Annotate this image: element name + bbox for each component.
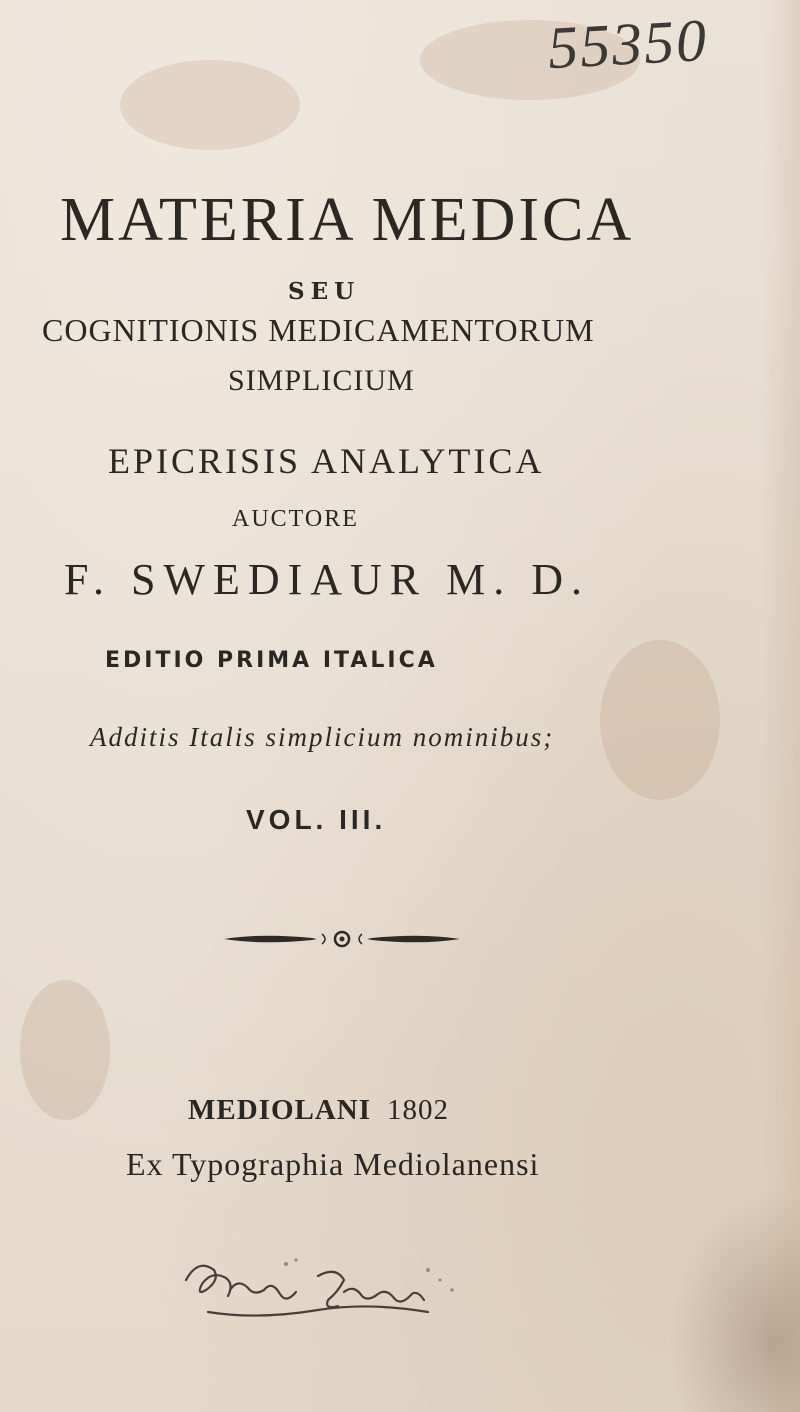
volume-number: VOL. III.	[246, 804, 387, 835]
additions-note: Additis Italis simplicium nominibus;	[90, 722, 555, 752]
book-title: MATERIA MEDICA	[60, 186, 635, 254]
signature-icon	[168, 1240, 488, 1360]
subtitle-line-1: COGNITIONIS MEDICAMENTORUM	[42, 312, 595, 348]
imprint-city: MEDIOLANI	[188, 1094, 372, 1126]
author-name: F. SWEDIAUR M. D.	[64, 555, 591, 604]
subtitle-seu: SEU	[288, 278, 361, 305]
ornament-rule-icon	[222, 928, 462, 950]
subtitle-line-2: SIMPLICIUM	[228, 364, 415, 397]
subtitle-line-3: EPICRISIS ANALYTICA	[108, 441, 545, 481]
library-stamp: 55350	[546, 6, 710, 82]
imprint-year: 1802	[387, 1094, 450, 1126]
edition-statement: EDITIO PRIMA ITALICA	[105, 648, 438, 673]
corner-stain	[660, 1180, 800, 1412]
imprint-line	[188, 1094, 449, 1127]
imprint-printer: Ex Typographia Mediolanensi	[126, 1146, 540, 1182]
auctore-label: AUCTORE	[232, 506, 359, 532]
